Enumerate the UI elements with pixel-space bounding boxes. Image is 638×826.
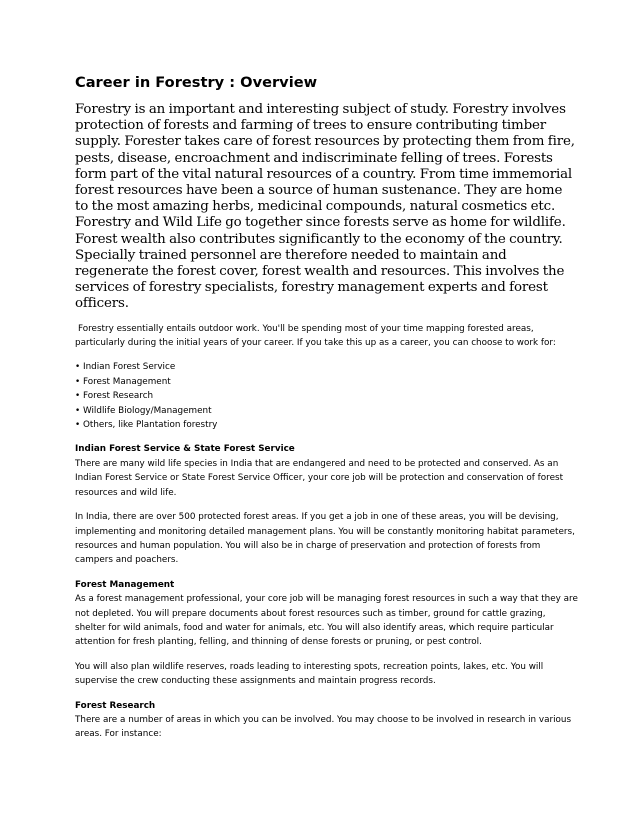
section-heading-fm: Forest Management: [75, 579, 175, 590]
section-fr-paragraph-1: There are a number of areas in which you can be involved. You may choose to be involved in research in various areas. For instance:: [75, 714, 572, 740]
outdoor-work-paragraph: Forestry essentially entails outdoor work. You'll be spending most of your time mapping forested areas, particularly during the initial years of your career. If you take this up as a career, you can choose to work for:: [75, 323, 556, 349]
list-item: • Others, like Plantation forestry: [75, 420, 218, 431]
section-fm-paragraph-1: As a forest management professional, your core job will be managing forest resources in such a way that they are not depleted. You will prepare documents about forest resources such as timber, ground for cattle grazing, shelter for wild animals, food and water for animals, etc. You will also identify areas, which require particular attention for fresh planting, felling, and thinning of dense forests or pruning, or pest control.: [75, 594, 578, 648]
section-ifs-paragraph-2: In India, there are over 500 protected forest areas. If you get a job in one of these areas, you will be devising, implementing and monitoring detailed management plans. You will be constantly monitoring habitat parameters, resources and human population. You will also be in charge of preservation and protection of forests from campers and poachers.: [75, 512, 575, 566]
page-title: Career in Forestry : Overview: [75, 74, 318, 91]
section-heading-ifs: Indian Forest Service & State Forest Service: [75, 444, 295, 455]
section-ifs: [75, 442, 578, 500]
section-fr: [75, 699, 578, 742]
list-item: • Forest Management: [75, 376, 171, 387]
section-ifs-paragraph-1: There are many wild life species in India that are endangered and need to be protected and conserved. As an Indian Forest Service or State Forest Service Officer, your core job will be protection and conservation of forest resources and wild life.: [75, 458, 564, 498]
intro-paragraph: Forestry is an important and interesting subject of study. Forestry involves protection of forests and farming of trees to ensure contributing timber supply. Forester takes care of forest resources by protecting them from fire, pests, disease, encroachment and indiscriminate felling of trees. Forests form part of the vital natural resources of a country. From time immemorial forest resources have been a source of human sustenance. They are home to the most amazing herbs, medicinal compounds, natural cosmetics etc. Forestry and Wild Life go together since forests serve as home for wildlife. Forest wealth also contributes significantly to the economy of the country. Specially trained personnel are therefore needed to maintain and regenerate the forest cover, forest wealth and resources. This involves the services of forestry specialists, forestry management experts and forest officers.: [75, 102, 575, 312]
list-item: • Indian Forest Service: [75, 362, 176, 373]
section-fm-paragraph-2: You will also plan wildlife reserves, roads leading to interesting spots, recreation points, lakes, etc. You will supervise the crew conducting these assignments and maintain progress records.: [75, 661, 544, 687]
section-fm: [75, 578, 578, 650]
career-options-list: [75, 360, 578, 432]
list-item: • Wildlife Biology/Management: [75, 405, 212, 416]
list-item: • Forest Research: [75, 391, 154, 402]
section-fm-continued: [75, 660, 578, 689]
section-heading-fr: Forest Research: [75, 700, 156, 711]
section-ifs-continued: [75, 510, 578, 568]
